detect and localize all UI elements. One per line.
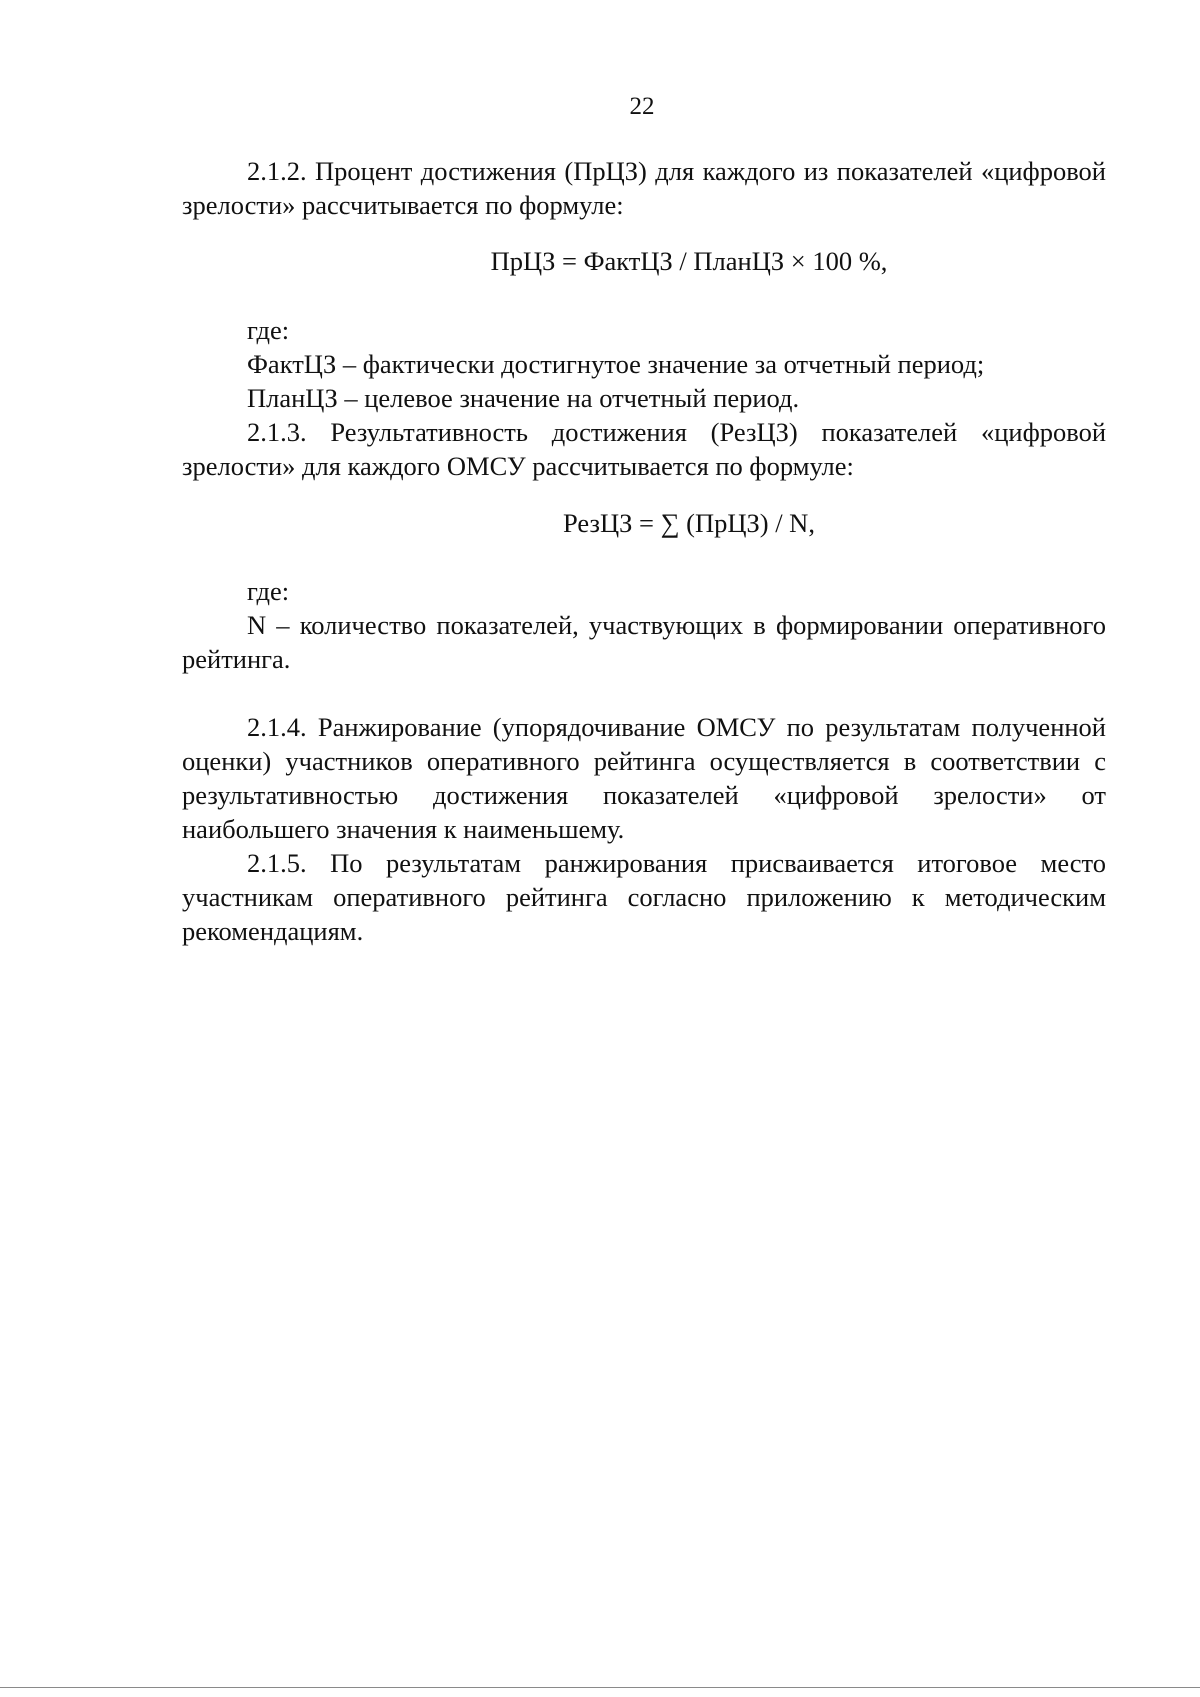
paragraph-2-1-5: 2.1.5. По результатам ранжирования присваивается итоговое место участникам оперативного рейтинга согласно приложению к методическим рекомендациям.	[182, 848, 1106, 946]
paragraph-gap	[182, 676, 1106, 710]
where-label-2: где:	[247, 576, 290, 606]
paragraph-2-1-4: 2.1.4. Ранжирование (упорядочивание ОМСУ по результатам полученной оценки) участников оперативного рейтинга осуществляется в соответствии с результативностью достижения показателей «цифровой зрелости» от наибольшего значения к наименьшему.	[182, 712, 1106, 844]
scan-bottom-edge	[0, 1687, 1200, 1688]
paragraph-2-1-2: 2.1.2. Процент достижения (ПрЦЗ) для каждого из показателей «цифровой зрелости» рассчитывается по формуле:	[182, 156, 1106, 220]
definition-plancz: ПланЦЗ – целевое значение на отчетный период.	[247, 383, 800, 413]
document-body	[182, 154, 1106, 948]
paragraph-2-1-3: 2.1.3. Результативность достижения (РезЦЗ) показателей «цифровой зрелости» для каждого ОМСУ рассчитывается по формуле:	[182, 417, 1106, 481]
formula-prcz: ПрЦЗ = ФактЦЗ / ПланЦЗ × 100 %,	[490, 246, 888, 276]
definition-n: N – количество показателей, участвующих в формировании оперативного рейтинга.	[182, 610, 1106, 674]
formula-rezcz: РезЦЗ = ∑ (ПрЦЗ) / N,	[563, 508, 815, 538]
definition-factcz: ФактЦЗ – фактически достигнутое значение за отчетный период;	[247, 349, 985, 379]
where-label-1: где:	[247, 315, 290, 345]
page-number: 22	[629, 93, 655, 120]
